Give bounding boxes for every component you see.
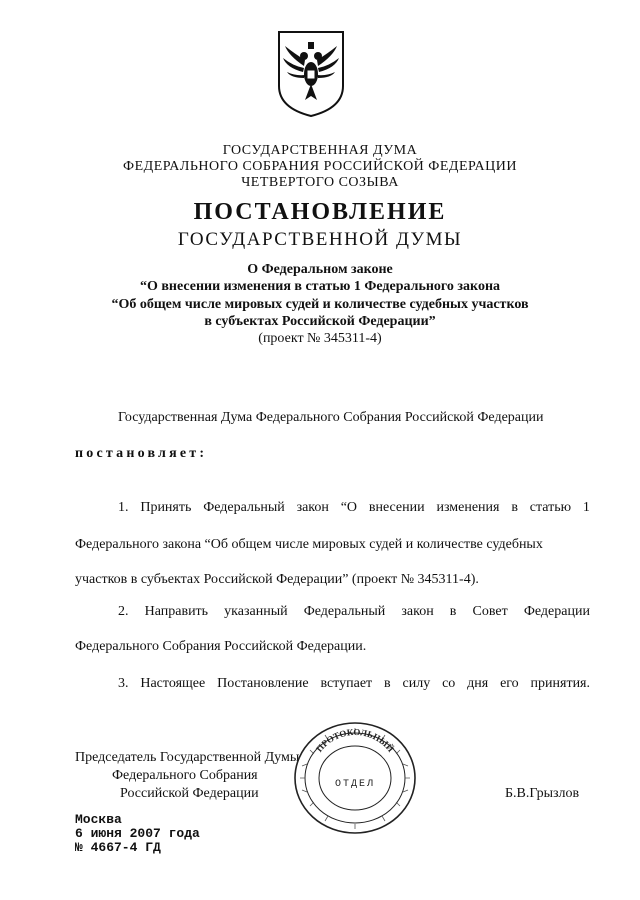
p2-word: Федерации xyxy=(523,604,590,619)
p2-word: Направить xyxy=(144,604,209,619)
p1-word: изменения xyxy=(436,500,500,515)
official-stamp-seal xyxy=(290,718,420,838)
item-1-line-2: Федерального закона “Об общем числе мировых судей и количестве судебных xyxy=(75,537,543,552)
subject-line-4: в субъектах Российской Федерации” xyxy=(204,314,436,329)
document-subtitle: ГОСУДАРСТВЕННОЙ ДУМЫ xyxy=(177,229,463,250)
signatory-name: Б.В.Грызлов xyxy=(505,786,580,801)
p2-word: 2. xyxy=(118,604,129,619)
item-3-line-1 xyxy=(118,676,590,692)
p3-word: в xyxy=(384,676,391,691)
item-1-line-1 xyxy=(118,500,590,516)
p1-word: 1 xyxy=(582,500,590,515)
p1-word: 1. xyxy=(118,500,129,515)
p2-word: закон xyxy=(401,604,434,619)
signatory-role-line-2: Федерального Собрания xyxy=(112,768,258,783)
item-1-line-3: участков в субъектах Российской Федерации” (проект № 345311-4). xyxy=(75,572,479,587)
p3-word: силу xyxy=(402,676,431,691)
subject-line-2: “О внесении изменения в статью 1 Федерального закона xyxy=(139,279,501,294)
footer-date: 6 июня 2007 года xyxy=(75,826,200,841)
p1-word: статью xyxy=(529,500,572,515)
p1-word: в xyxy=(511,500,518,515)
p1-word: “О xyxy=(340,500,358,515)
header-line-duma: ГОСУДАРСТВЕННАЯ ДУМА xyxy=(222,143,418,158)
p2-word: Совет xyxy=(472,604,508,619)
p3-word: Настоящее xyxy=(140,676,206,691)
p3-word: 3. xyxy=(118,676,129,691)
signatory-role-line-3: Российской Федерации xyxy=(120,786,259,801)
footer-number: № 4667-4 ГД xyxy=(75,840,161,855)
p3-word: вступает xyxy=(320,676,373,691)
p3-word: его xyxy=(500,676,519,691)
document-title: ПОСТАНОВЛЕНИЕ xyxy=(193,199,447,225)
p3-word: со xyxy=(442,676,456,691)
header-line-assembly: ФЕДЕРАЛЬНОГО СОБРАНИЯ РОССИЙСКОЙ ФЕДЕРАЦИИ xyxy=(123,159,517,174)
stamp-text-bottom: ОТДЕЛ xyxy=(334,779,376,790)
coat-of-arms-emblem-icon xyxy=(275,28,347,120)
intro-text: Государственная Дума Федерального Собрания Российской Федерации xyxy=(118,410,544,425)
item-2-line-1 xyxy=(118,604,590,620)
svg-text:ПРОТОКОЛЬНЫЙ xyxy=(314,727,396,754)
p3-word: принятия. xyxy=(530,676,590,691)
p1-word: закон xyxy=(296,500,329,515)
subject-line-1: О Федеральном законе xyxy=(247,262,393,277)
item-2-line-2: Федерального Собрания Российской Федерации. xyxy=(75,639,367,654)
p1-word: внесении xyxy=(368,500,425,515)
p2-word: в xyxy=(449,604,457,619)
footer-city: Москва xyxy=(75,812,122,827)
p2-word: Федеральный xyxy=(303,604,386,619)
p3-word: дня xyxy=(467,676,489,691)
p1-word: Принять xyxy=(140,500,192,515)
header-line-convocation: ЧЕТВЕРТОГО СОЗЫВА xyxy=(241,175,399,190)
p2-word: указанный xyxy=(224,604,288,619)
subject-line-3: “Об общем числе мировых судей и количестве судебных участков xyxy=(111,297,529,312)
stamp-text-top: ПРОТОКОЛЬНЫЙ xyxy=(314,726,396,754)
draft-number: (проект № 345311-4) xyxy=(258,331,382,346)
signatory-role-line-1: Председатель Государственной Думы xyxy=(75,750,300,765)
resolves-text: постановляет: xyxy=(75,446,208,461)
p1-word: Федеральный xyxy=(203,500,285,515)
p3-word: Постановление xyxy=(217,676,309,691)
